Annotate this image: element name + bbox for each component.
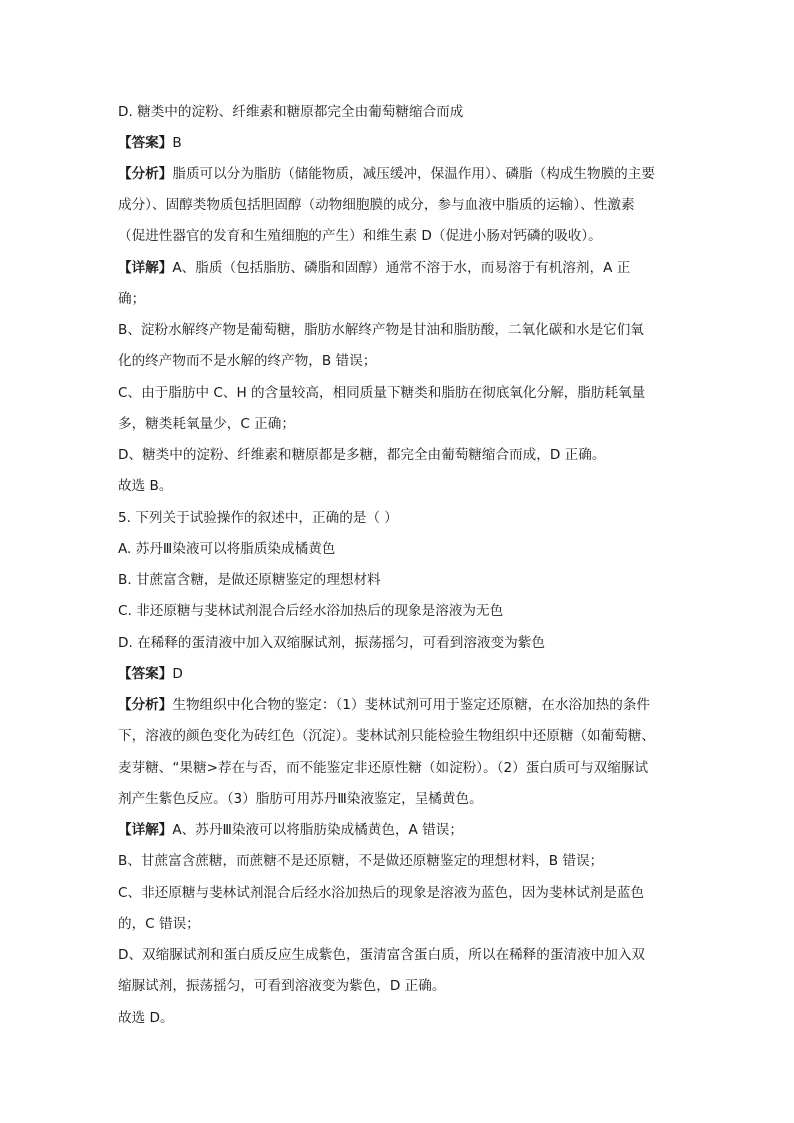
analysis-text: 脂质可以分为脂肪（储能物质，减压缓冲，保温作用）、磷脂（构成生物膜的主要: [172, 166, 655, 182]
answer-tag: 【答案】: [118, 135, 173, 151]
q5-detail-line: B、甘蔗富含蔗糖，而蔗糖不是还原糖，不是做还原糖鉴定的理想材料，B 错误；: [118, 853, 604, 869]
q5-option-b: B. 甘蔗富含糖，是做还原糖鉴定的理想材料: [118, 572, 381, 588]
q4-analysis-line: （促进性器官的发育和生殖细胞的产生）和维生素 D（促进小肠对钙磷的吸收）。: [118, 228, 602, 244]
q5-option-c: C. 非还原糖与斐林试剂混合后经水浴加热后的现象是溶液为无色: [118, 603, 504, 619]
q5-option-a: A. 苏丹Ⅲ染液可以将脂质染成橘黄色: [118, 541, 336, 557]
answer-tag: 【答案】: [118, 666, 173, 682]
q5-detail-line: [118, 821, 688, 839]
q4-analysis-line: [118, 165, 688, 183]
q4-detail-line: C、由于脂肪中 C、H 的含量较高，相同质量下糖类和脂肪在彻底氧化分解，脂肪耗氧量: [118, 385, 646, 401]
q4-option-d: D. 糖类中的淀粉、纤维素和糖原都完全由葡萄糖缩合而成: [118, 104, 464, 120]
detail-tag: 【详解】: [118, 260, 173, 276]
q4-detail-line: 确；: [118, 291, 146, 307]
q4-analysis-line: 成分）、固醇类物质包括胆固醇（动物细胞膜的成分，参与血液中脂质的运输）、性激素: [118, 197, 635, 213]
q4-detail-line: D、糖类中的淀粉、纤维素和糖原都是多糖，都完全由葡萄糖缩合而成，D 正确。: [118, 447, 606, 463]
detail-text: A、脂质（包括脂肪、磷脂和固醇）通常不溶于水，而易溶于有机溶剂，A 正: [172, 260, 631, 276]
q4-conclusion: 故选 B。: [118, 478, 173, 494]
detail-tag: 【详解】: [118, 822, 173, 838]
q4-detail-line: B、淀粉水解终产物是葡萄糖，脂肪水解终产物是甘油和脂肪酸，二氧化碳和水是它们氧: [118, 322, 644, 338]
q5-stem: 5. 下列关于试验操作的叙述中，正确的是（ ）: [118, 510, 398, 526]
answer-value: B: [172, 135, 182, 151]
q4-detail-line: 化的终产物而不是水解的终产物，B 错误；: [118, 353, 377, 369]
q5-detail-line: 的，C 错误；: [118, 916, 200, 932]
detail-text: A、苏丹Ⅲ染液可以将脂肪染成橘黄色，A 错误；: [172, 822, 463, 838]
answer-value: D: [172, 666, 183, 682]
q5-analysis-line: 麦芽糖、“果糖>荐在与否，而不能鉴定非还原性糖（如淀粉）。（2）蛋白质可与双缩脲试: [118, 760, 649, 776]
q5-detail-line: D、双缩脲试剂和蛋白质反应生成紫色，蛋清富含蛋白质，所以在稀释的蛋清液中加入双: [118, 947, 646, 963]
q5-analysis-line: 剂产生紫色反应。（3）脂肪可用苏丹Ⅲ染液鉴定，呈橘黄色。: [118, 791, 483, 807]
q5-option-d: D. 在稀释的蛋清液中加入双缩脲试剂，振荡摇匀，可看到溶液变为紫色: [118, 635, 545, 651]
analysis-tag: 【分析】: [118, 166, 173, 182]
q5-answer: [118, 665, 688, 683]
q4-answer: [118, 134, 688, 152]
q5-analysis-line: 下，溶液的颜色变化为砖红色（沉淀）。斐林试剂只能检验生物组织中还原糖（如葡萄糖、: [118, 728, 655, 744]
q5-detail-line: 缩脲试剂，振荡摇匀，可看到溶液变为紫色，D 正确。: [118, 978, 446, 994]
q5-conclusion: 故选 D。: [118, 1010, 174, 1026]
q4-detail-line: 多，糖类耗氧量少，C 正确；: [118, 416, 295, 432]
q5-analysis-line: [118, 696, 688, 714]
q5-detail-line: C、非还原糖与斐林试剂混合后经水浴加热后的现象是溶液为蓝色，因为斐林试剂是蓝色: [118, 885, 645, 901]
q4-detail-line: [118, 259, 688, 277]
analysis-tag: 【分析】: [118, 697, 173, 713]
analysis-text: 生物组织中化合物的鉴定：（1）斐林试剂可用于鉴定还原糖，在水浴加热的条件: [172, 697, 651, 713]
